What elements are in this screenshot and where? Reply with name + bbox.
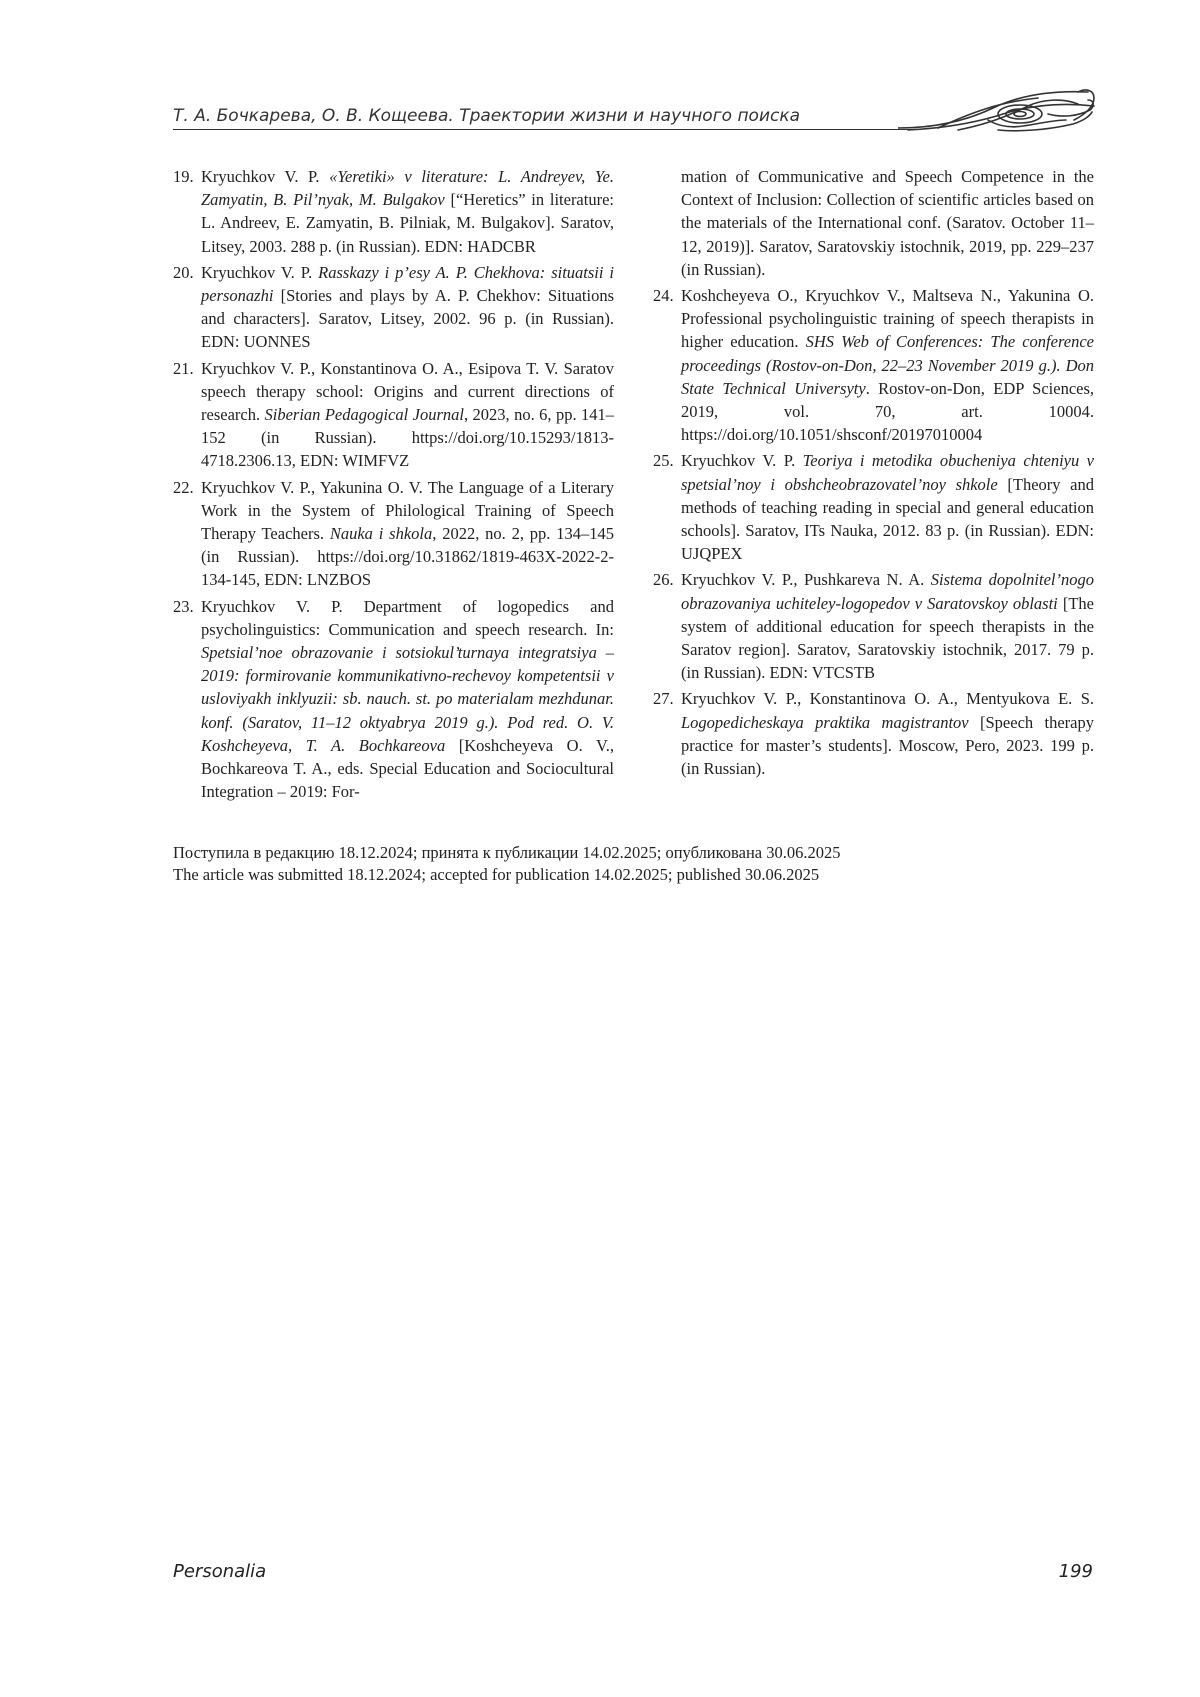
art-nouveau-ornament-icon bbox=[898, 84, 1098, 146]
reference-text: Kryuchkov V. P., Pushkareva N. A. bbox=[681, 570, 931, 589]
reference-item bbox=[653, 165, 1094, 281]
reference-title-italic: SHS Web of Conferences: The conference proceedings (Rostov-on-Don, 22–23 November 2019 g.). Don State Technical Universyty bbox=[681, 332, 1094, 397]
reference-text: Kryuchkov V. P. Department of logopedics and psycholinguistics: Communication and speech research. In: bbox=[201, 597, 614, 639]
header-rule bbox=[173, 129, 921, 130]
reference-text: [Speech therapy practice for master’s students]. Moscow, Pero, 2023. 199 p. (in Russian). bbox=[681, 713, 1094, 778]
reference-title-italic: Teoriya i metodika obucheniya chteniyu v spetsial’noy i obshcheobrazovatel’noy shkole bbox=[681, 451, 1094, 493]
running-title: Т. А. Бочкарева, О. В. Кощеева. Траектории жизни и научного поиска bbox=[173, 106, 800, 126]
reference-item bbox=[173, 261, 614, 354]
reference-title-italic: Spetsial’noe obrazovanie i sotsiokul’turnaya integratsiya – 2019: formirovanie kommunikativno-rechevoy kompetentsii v usloviyakh inklyuzii: sb. nauch. st. po materialam mezhdunar. konf. (Saratov, 11–12 oktyabrya 2019 g.). Pod red. O. V. Koshcheyeva, T. A. Bochkareova bbox=[201, 643, 614, 755]
reference-number: 22. bbox=[173, 476, 194, 499]
page-number: 199 bbox=[1059, 1561, 1093, 1582]
reference-text: Kryuchkov V. P., Konstantinova O. A., Esipova T. V. Saratov speech therapy school: Origins and current directions of research. bbox=[201, 359, 614, 424]
dates-english: The article was submitted 18.12.2024; accepted for publication 14.02.2025; published 30.06.2025 bbox=[173, 864, 1093, 886]
reference-list bbox=[173, 165, 614, 803]
reference-item bbox=[653, 449, 1094, 565]
reference-number: 27. bbox=[653, 687, 674, 710]
reference-number: 24. bbox=[653, 284, 674, 307]
reference-item bbox=[173, 357, 614, 473]
reference-number: 23. bbox=[173, 595, 194, 618]
reference-text: Koshcheyeva O., Kryuchkov V., Maltseva N., Yakunina O. Professional psycholinguistic training of speech therapists in higher education. bbox=[681, 286, 1094, 351]
reference-text: Kryuchkov V. P. bbox=[201, 167, 329, 186]
reference-item bbox=[653, 284, 1094, 446]
reference-text: , 2023, no. 6, pp. 141–152 (in Russian). https://doi.org/10.15293/1813-4718.2306.13, EDN: WIMFVZ bbox=[201, 405, 614, 470]
reference-number: 19. bbox=[173, 165, 194, 188]
reference-text: mation of Communicative and Speech Competence in the Context of Inclusion: Collection of scientific articles based on the materials of the International conf. (Saratov. October 11–12, 2019)]. Saratov, Saratovskiy istochnik, 2019, pp. 229–237 (in Russian). bbox=[681, 167, 1094, 279]
reference-text: [Stories and plays by A. P. Chekhov: Situations and characters]. Saratov, Litsey, 2002. 96 p. (in Russian). EDN: UONNES bbox=[201, 286, 614, 351]
footer-section: Personalia bbox=[173, 1561, 266, 1582]
reference-text: [“Heretics” in literature: L. Andreev, E. Zamyatin, B. Pilniak, M. Bulgakov]. Saratov, Litsey, 2003. 288 p. (in Russian). EDN: HADCBR bbox=[201, 190, 614, 255]
reference-number: 25. bbox=[653, 449, 674, 472]
reference-item bbox=[173, 595, 614, 804]
reference-text: , 2022, no. 2, pp. 134–145 (in Russian). https://doi.org/10.31862/1819-463X-2022-2-134-145, EDN: LNZBOS bbox=[201, 524, 614, 589]
reference-list bbox=[653, 165, 1094, 780]
reference-item bbox=[653, 687, 1094, 780]
reference-title-italic: Sistema dopolnitel’nogo obrazovaniya uchiteley-logopedov v Saratovskoy oblasti bbox=[681, 570, 1094, 612]
running-header bbox=[173, 102, 1093, 132]
reference-text: Kryuchkov V. P., Konstantinova O. A., Mentyukova E. S. bbox=[681, 689, 1094, 708]
submission-dates bbox=[173, 842, 1093, 886]
reference-item bbox=[653, 568, 1094, 684]
reference-title-italic: «Yeretiki» v literature: L. Andreyev, Ye. Zamyatin, B. Pil’nyak, M. Bulgakov bbox=[201, 167, 614, 209]
reference-title-italic: Siberian Pedagogical Journal bbox=[265, 405, 464, 424]
reference-item bbox=[173, 165, 614, 258]
reference-text: Kryuchkov V. P., Yakunina O. V. The Language of a Literary Work in the System of Philological Training of Speech Therapy Teachers. bbox=[201, 478, 614, 543]
reference-title-italic: Rasskazy i p’esy A. P. Chekhova: situatsii i personazhi bbox=[201, 263, 614, 305]
reference-text: Kryuchkov V. P. bbox=[201, 263, 318, 282]
reference-text: . Rostov-on-Don, EDP Sciences, 2019, vol. 70, art. 10004. https://doi.org/10.1051/shsconf/20197010004 bbox=[681, 379, 1094, 444]
reference-title-italic: Nauka i shkola bbox=[330, 524, 432, 543]
reference-number: 26. bbox=[653, 568, 674, 591]
reference-title-italic: Logopedicheskaya praktika magistrantov bbox=[681, 713, 969, 732]
reference-text: [Theory and methods of teaching reading in special and general education schools]. Saratov, ITs Nauka, 2012. 83 p. (in Russian). EDN: UJQPEX bbox=[681, 475, 1094, 564]
reference-number: 21. bbox=[173, 357, 194, 380]
reference-text: Kryuchkov V. P. bbox=[681, 451, 803, 470]
dates-russian: Поступила в редакцию 18.12.2024; принята к публикации 14.02.2025; опубликована 30.06.2025 bbox=[173, 842, 1093, 864]
references-column-left bbox=[173, 165, 614, 806]
reference-text: [The system of additional education for speech therapists in the Saratov region]. Saratov, Saratovskiy istochnik, 2017. 79 p. (in Russian). EDN: VTCSTB bbox=[681, 594, 1094, 683]
reference-number: 20. bbox=[173, 261, 194, 284]
references-column-right bbox=[653, 165, 1094, 783]
reference-item bbox=[173, 476, 614, 592]
reference-text: [Koshcheyeva O. V., Bochkareova T. A., eds. Special Education and Sociocultural Integration – 2019: For- bbox=[201, 736, 614, 801]
